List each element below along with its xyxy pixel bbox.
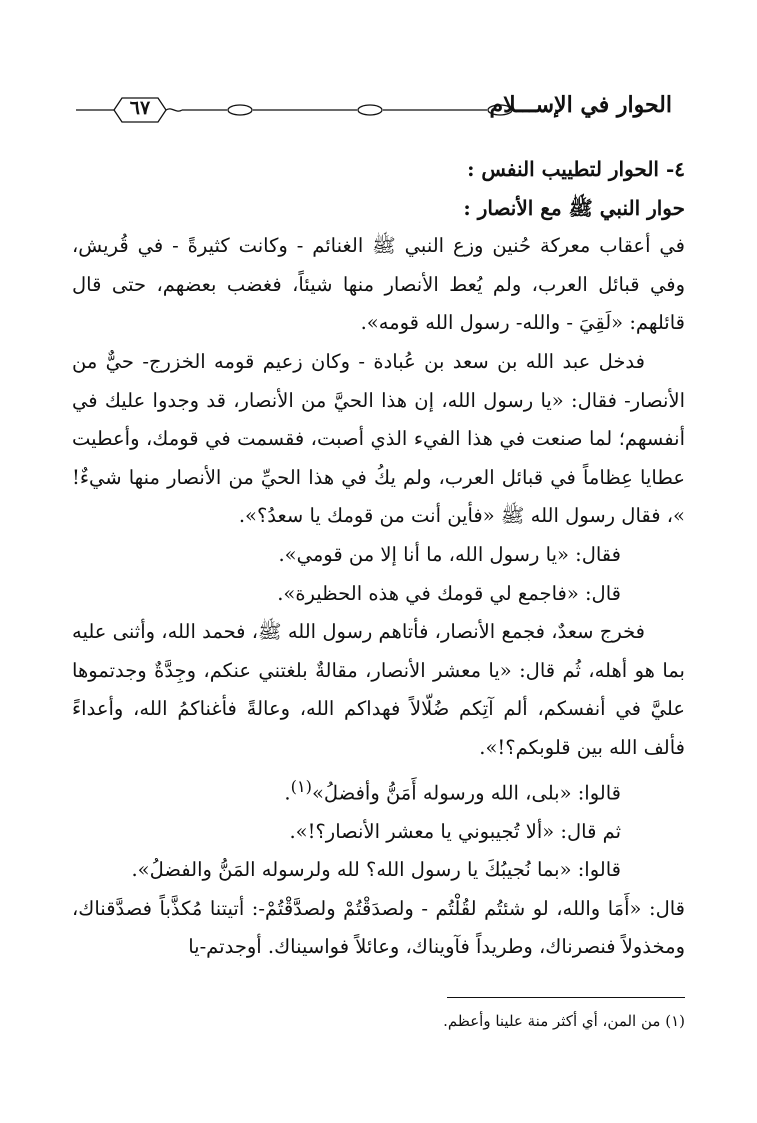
paragraph: فخرج سعدٌ، فجمع الأنصار، فأتاهم رسول الله ﷺ، فحمد الله، وأثنى عليه بما هو أهله، ثُم قال: «يا معشر الأنصار، مقالةٌ بلغتني عنكم، وجِدَّةٌ وجدتموها عليَّ في أنفسكم، ألم آتِكم ضُلّالاً فهداكم الله، وعالةً فأغناكمُ الله، وأعداءً فألف الله بين قلوبكم؟!».: [72, 620, 685, 759]
footnote: (١) من المن، أي أكثر منة علينا وأعظم.: [443, 1012, 685, 1030]
paragraph: قالوا: «بما نُجيبُكَ يا رسول الله؟ لله ولرسوله المَنُّ والفضلُ».: [131, 858, 621, 882]
running-header: [72, 88, 672, 132]
sub-heading: حوار النبي ﷺ مع الأنصار :: [463, 195, 685, 220]
header-title: الحوار في الإســـلام: [489, 92, 672, 118]
paragraph-with-footnote: قالوا: «بلى، الله ورسوله أَمَنُّ وأفضلُ»$^{(١)}$.: [284, 776, 621, 804]
paragraph: قال: «فاجمع لي قومك في هذه الحظيرة».: [277, 581, 621, 605]
paragraph: في أعقاب معركة حُنين وزع النبي ﷺ الغنائم - وكانت كثيرةً - في قُريش، وفي قبائل العرب، ولم يُعط الأنصار منها شيئاً، فغضب بعضهم، حتى قال قائلهم: «لَقِيَ - والله- رسول الله قومه».: [72, 234, 685, 335]
paragraph-text: قالوا: «بلى، الله ورسوله أَمَنُّ وأفضلُ»: [311, 781, 621, 804]
paragraph: فدخل عبد الله بن سعد بن عُبادة - وكان زعيم قومه الخزرج- حيٌّ من الأنصار- فقال: «يا رسول الله، إن هذا الحيَّ من الأنصار، قد وجدوا عليك في أنفسهم؛ لما صنعت في هذا الفيء الذي أصبت، فقسمت في قومك، وأعطيت عطايا عِظاماً في قبائل العرب، ولم يكُ في هذا الحيِّ من الأنصار منها شيءٌ! »، فقال رسول الله ﷺ «فأين أنت من قومك يا سعدُ؟».: [72, 349, 685, 528]
paragraph: فقال: «يا رسول الله، ما أنا إلا من قومي».: [278, 542, 621, 566]
section-heading: ٤- الحوار لتطييب النفس :: [467, 157, 685, 181]
footnote-divider: [447, 997, 685, 998]
paragraph: قال: «أَمَا والله، لو شئتُم لقُلْتُم - ولصدَقْتُمْ ولصدَّقْتُمْ-: أتيتنا مُكذَّباً فصدَّقناك، ومخذولاً فنصرناك، وطريداً فآويناك، وعائلاً فواسيناك. أوجدتم-يا: [72, 896, 685, 959]
footnote-reference: (١): [290, 776, 312, 796]
page-number: ٦٧: [129, 97, 151, 119]
main-text: [72, 150, 685, 967]
paragraph: ثم قال: «ألا تُجيبوني يا معشر الأنصار؟!».: [289, 819, 621, 843]
